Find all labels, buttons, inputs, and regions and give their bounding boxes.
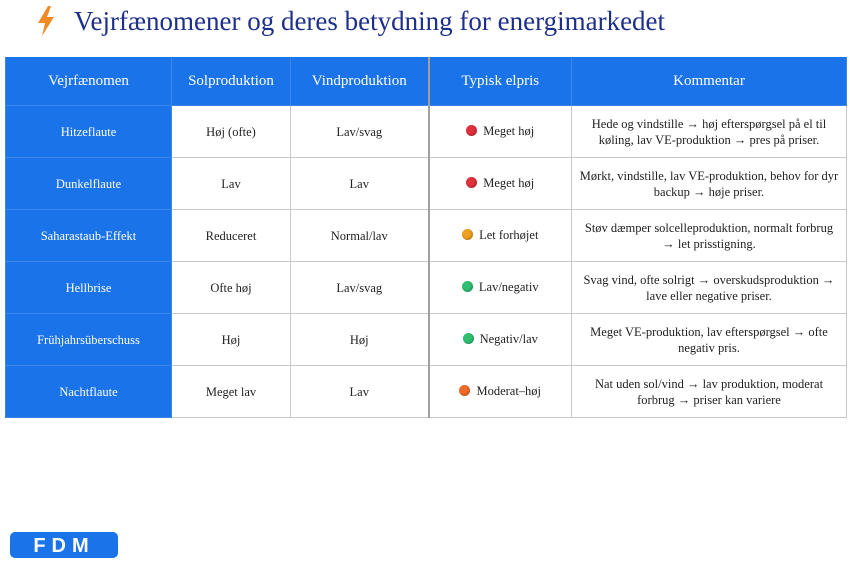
cell-solar: Ofte høj (172, 262, 291, 314)
fdm-logo (10, 532, 118, 558)
cell-wind: Lav/svag (291, 106, 429, 158)
cell-price (429, 106, 572, 158)
cell-solar: Høj (ofte) (172, 106, 291, 158)
page-title: Vejrfænomener og deres betydning for energimarkedet (74, 5, 666, 36)
table-header-row (6, 57, 847, 106)
price-indicator-icon (462, 281, 473, 292)
cell-phenomenon: Frühjahrsüberschuss (6, 314, 172, 366)
table-row (6, 210, 847, 262)
price-label: Meget høj (483, 123, 535, 138)
price-indicator-icon (459, 385, 470, 396)
price-indicator-icon (463, 333, 474, 344)
header-price: Typisk elpris (429, 57, 572, 106)
price-indicator-icon (466, 177, 477, 188)
weather-table (5, 57, 847, 418)
cell-wind: Lav (291, 158, 429, 210)
cell-solar: Meget lav (172, 366, 291, 418)
svg-text:FDM: FDM (33, 535, 95, 557)
table-row (6, 366, 847, 418)
title-row (36, 4, 665, 38)
price-label: Moderat–høj (476, 383, 542, 398)
price-label: Lav/negativ (478, 279, 539, 294)
price-label: Negativ/lav (479, 331, 538, 346)
cell-solar: Høj (172, 314, 291, 366)
cell-comment: Støv dæmper solcelleproduktion, normalt forbrug → let prisstigning. (572, 210, 847, 262)
table-row (6, 106, 847, 158)
price-label: Let forhøjet (479, 227, 539, 242)
cell-comment: Mørkt, vindstille, lav VE-produktion, behov for dyr backup → høje priser. (572, 158, 847, 210)
cell-price (429, 262, 572, 314)
cell-price (429, 158, 572, 210)
cell-price (429, 366, 572, 418)
cell-comment: Meget VE-produktion, lav efterspørgsel → ofte negativ pris. (572, 314, 847, 366)
lightning-bolt-icon (36, 6, 56, 36)
table-row (6, 314, 847, 366)
price-indicator-icon (466, 125, 477, 136)
table-row (6, 262, 847, 314)
table-row (6, 158, 847, 210)
cell-phenomenon: Saharastaub-Effekt (6, 210, 172, 262)
cell-phenomenon: Nachtflaute (6, 366, 172, 418)
header-wind: Vindproduktion (291, 57, 429, 106)
header-comment: Kommentar (572, 57, 847, 106)
cell-price (429, 210, 572, 262)
cell-solar: Lav (172, 158, 291, 210)
header-phenomenon: Vejrfænomen (6, 57, 172, 106)
cell-comment: Svag vind, ofte solrigt → overskudsproduktion → lave eller negative priser. (572, 262, 847, 314)
cell-phenomenon: Dunkelflaute (6, 158, 172, 210)
header-solar: Solproduktion (172, 57, 291, 106)
cell-wind: Lav/svag (291, 262, 429, 314)
cell-solar: Reduceret (172, 210, 291, 262)
cell-comment: Nat uden sol/vind → lav produktion, moderat forbrug → priser kan variere (572, 366, 847, 418)
price-label: Meget høj (483, 175, 535, 190)
cell-price (429, 314, 572, 366)
cell-phenomenon: Hitzeflaute (6, 106, 172, 158)
cell-wind: Normal/lav (291, 210, 429, 262)
cell-wind: Lav (291, 366, 429, 418)
cell-phenomenon: Hellbrise (6, 262, 172, 314)
cell-wind: Høj (291, 314, 429, 366)
price-indicator-icon (462, 229, 473, 240)
cell-comment: Hede og vindstille → høj efterspørgsel på el til køling, lav VE-produktion → pres på priser. (572, 106, 847, 158)
